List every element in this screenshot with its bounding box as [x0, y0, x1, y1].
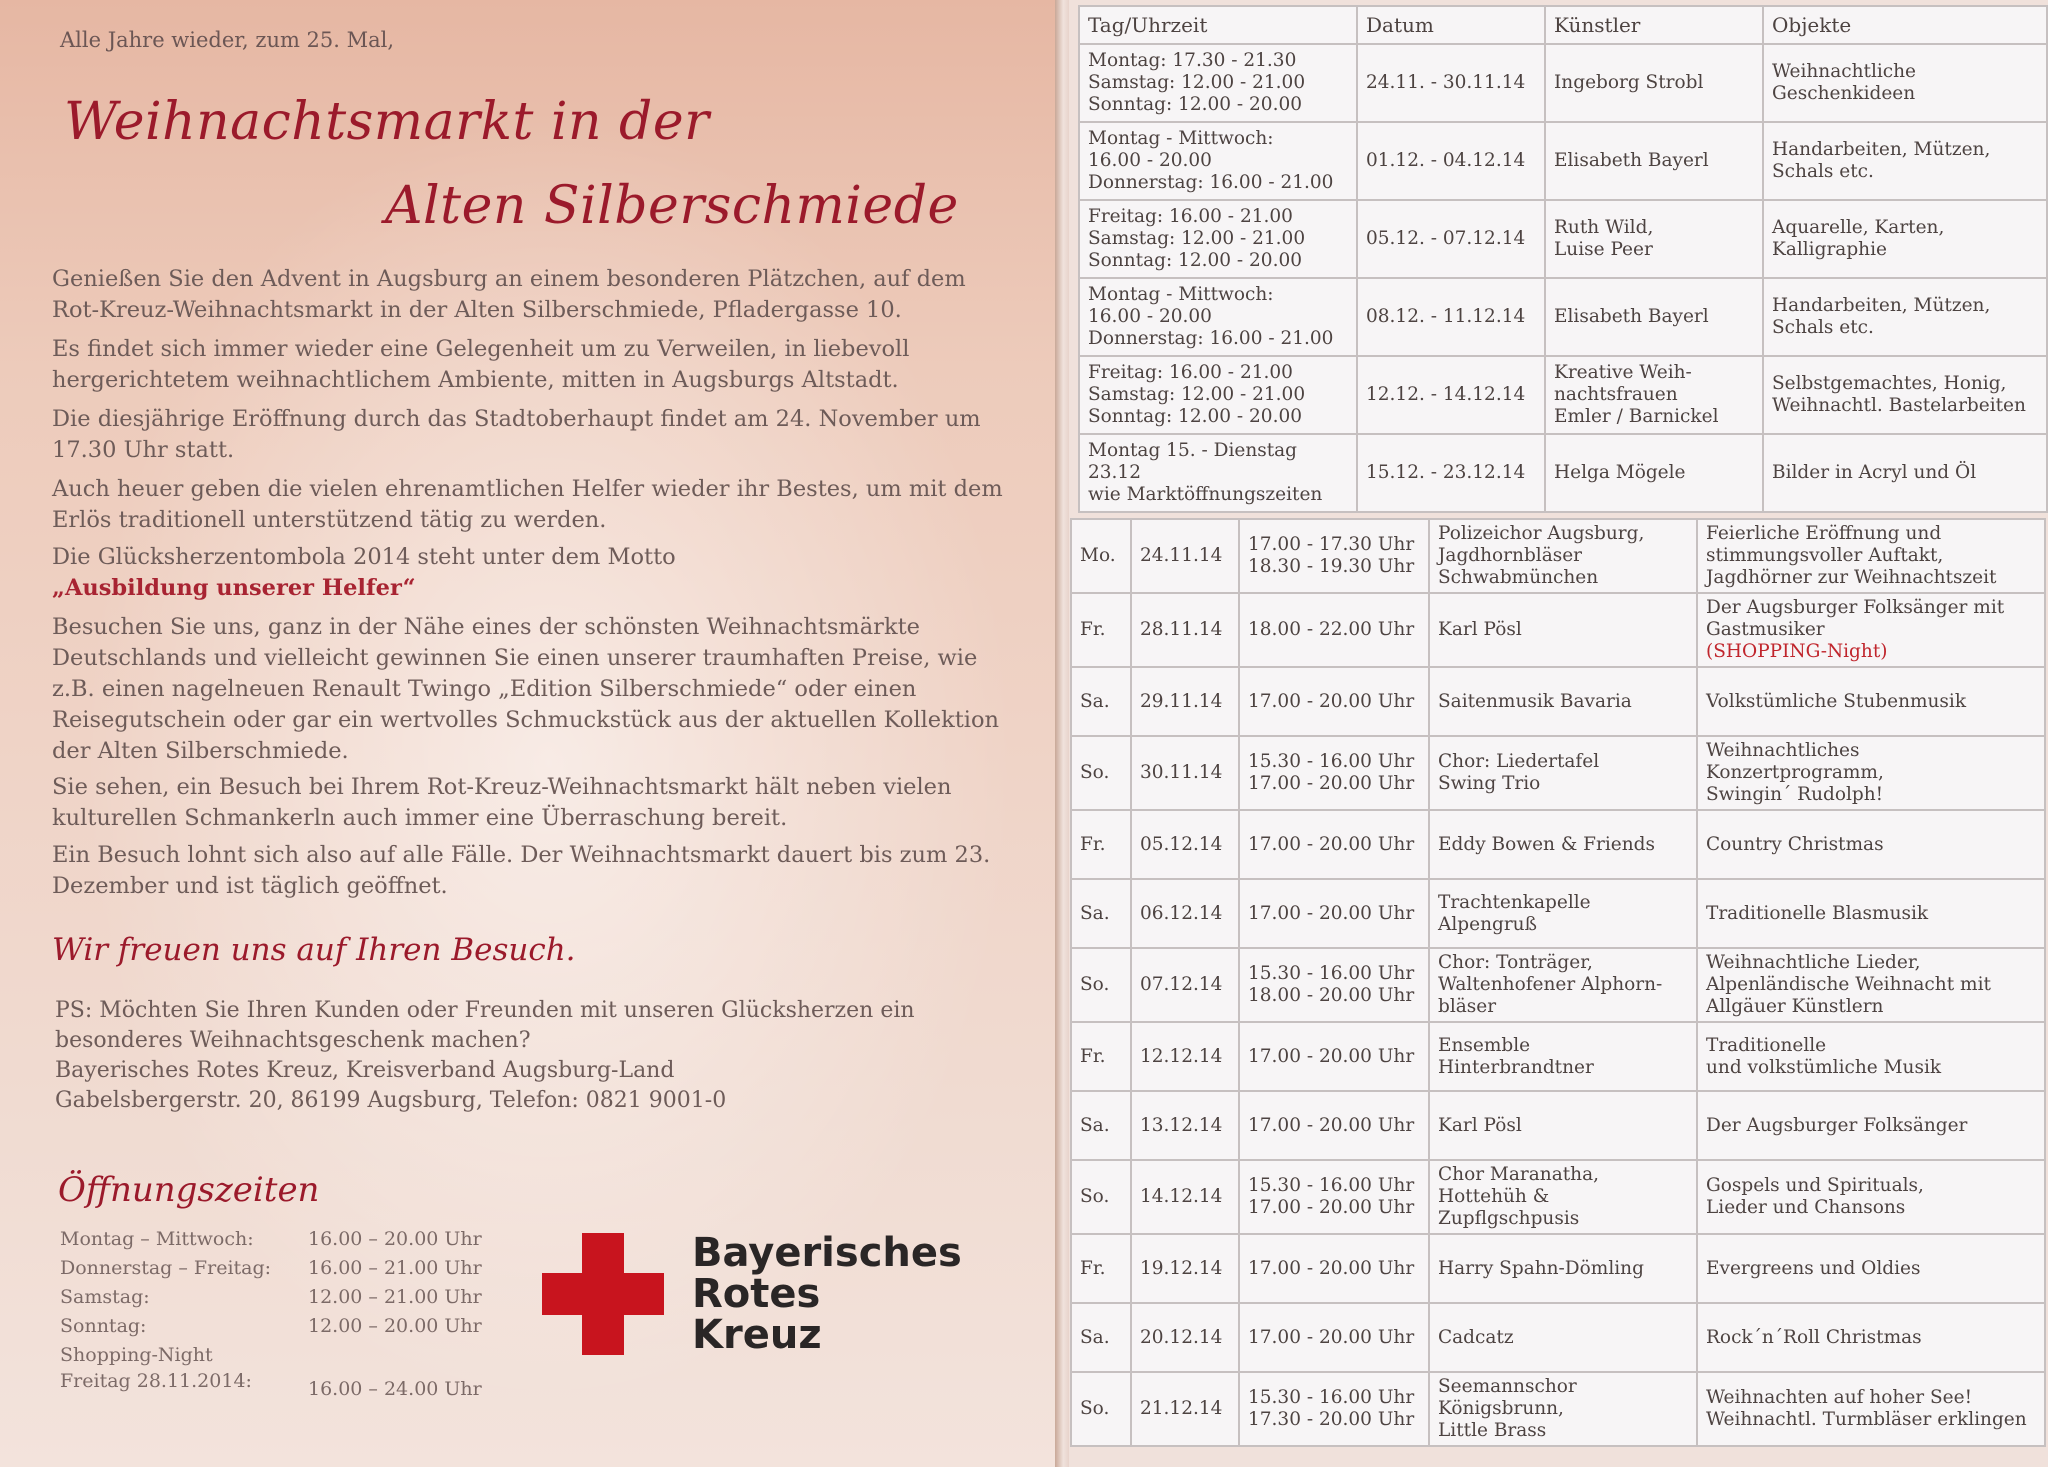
title-line-2: Alten Silberschmiede: [385, 176, 959, 236]
table-row: [1071, 736, 2045, 810]
cell-artist: Polizeichor Augsburg, Jagdhornbläser Schwabmünchen: [1429, 519, 1697, 593]
cell-date: 20.12.14: [1131, 1303, 1239, 1372]
hours-time: 16.00 – 20.00 Uhr: [308, 1228, 482, 1250]
cell-kuenstler: Ruth Wild, Luise Peer: [1545, 200, 1763, 278]
cell-time: 15.30 - 16.00 Uhr 17.00 - 20.00 Uhr: [1239, 1160, 1429, 1234]
cell-day: Sa.: [1071, 879, 1131, 948]
cell-datum: 01.12. - 04.12.14: [1357, 122, 1545, 200]
cell-time: 17.00 - 20.00 Uhr: [1239, 810, 1429, 879]
paragraph-helpers: Auch heuer geben die vielen ehrenamtlichen Helfer wieder ihr Bestes, um mit dem Erlös traditionell unterstützend tätig zu werden.: [52, 476, 1003, 533]
cell-day: Sa.: [1071, 667, 1131, 736]
logo-line-3: Kreuz: [692, 1312, 822, 1358]
hours-label: Shopping-Night: [60, 1344, 213, 1366]
cell-time: 17.00 - 20.00 Uhr: [1239, 1022, 1429, 1091]
cell-time: 17.00 - 20.00 Uhr: [1239, 879, 1429, 948]
table-row: [1079, 278, 2047, 356]
cell-program: Feierliche Eröffnung und stimmungsvoller Auftakt, Jagdhörner zur Weihnachtszeit: [1697, 519, 2045, 593]
contact-line-2: Gabelsbergerstr. 20, 86199 Augsburg, Telefon: 0821 9001-0: [55, 1088, 727, 1113]
cell-date: 12.12.14: [1131, 1022, 1239, 1091]
tombola-text: Die Glücksherzentombola 2014 steht unter dem Motto: [52, 544, 676, 570]
paragraph-duration: Ein Besuch lohnt sich also auf alle Fälle. Der Weihnachtsmarkt dauert bis zum 23. Dezember und ist täglich geöffnet.: [52, 842, 991, 899]
logo-line-1: Bayerisches: [692, 1230, 962, 1276]
cell-kuenstler: Elisabeth Bayerl: [1545, 278, 1763, 356]
cell-artist: Chor: Tonträger, Waltenhofener Alphorn- bläser: [1429, 948, 1697, 1022]
table-row: [1071, 1160, 2045, 1234]
logo-wordmark: [692, 1230, 962, 1358]
table-row: [1071, 1022, 2045, 1091]
cell-time: 15.30 - 16.00 Uhr 17.30 - 20.00 Uhr: [1239, 1372, 1429, 1446]
ps-block: [55, 996, 1015, 1116]
cell-kuenstler: Elisabeth Bayerl: [1545, 122, 1763, 200]
cell-program: Weihnachtliche Lieder, Alpenländische Weihnacht mit Allgäuer Künstlern: [1697, 948, 2045, 1022]
cell-day: Fr.: [1071, 1234, 1131, 1303]
col-datum: Datum: [1357, 6, 1545, 44]
cell-artist: Seemannschor Königsbrunn, Little Brass: [1429, 1372, 1697, 1446]
cell-day: Fr.: [1071, 593, 1131, 667]
cell-artist: Trachtenkapelle Alpengruß: [1429, 879, 1697, 948]
artists-header-row: [1079, 6, 2047, 44]
cell-day: Sa.: [1071, 1303, 1131, 1372]
cell-datum: 12.12. - 14.12.14: [1357, 356, 1545, 434]
artists-rows: [1079, 44, 2047, 512]
intro-line: Alle Jahre wieder, zum 25. Mal,: [60, 28, 395, 52]
cell-artist: Chor Maranatha, Hottehüh & Zupflgschpusis: [1429, 1160, 1697, 1234]
table-row: [1071, 1372, 2045, 1446]
cell-date: 30.11.14: [1131, 736, 1239, 810]
cell-time: 15.30 - 16.00 Uhr 17.00 - 20.00 Uhr: [1239, 736, 1429, 810]
cell-date: 21.12.14: [1131, 1372, 1239, 1446]
hours-label: Freitag 28.11.2014:: [60, 1370, 252, 1392]
table-row: [1079, 356, 2047, 434]
table-row: [1071, 667, 2045, 736]
table-row: [1071, 1091, 2045, 1160]
table-row: [1079, 122, 2047, 200]
cell-time: 17.00 - 20.00 Uhr: [1239, 1091, 1429, 1160]
ps-text: PS: Möchten Sie Ihren Kunden oder Freunden mit unseren Glücksherzen ein besonderes Weihnachtsgeschenk machen?: [55, 998, 915, 1053]
cell-program: Weihnachtliches Konzertprogramm, Swingin´ Rudolph!: [1697, 736, 2045, 810]
shopping-night-label: (SHOPPING-Night): [1706, 641, 1888, 662]
cell-date: 06.12.14: [1131, 879, 1239, 948]
cell-objekte: Weihnachtliche Geschenkideen: [1763, 44, 2047, 122]
cell-day: So.: [1071, 948, 1131, 1022]
cell-time: 17.00 - 20.00 Uhr: [1239, 1303, 1429, 1372]
cell-tag-uhrzeit: Montag - Mittwoch: 16.00 - 20.00 Donnerstag: 16.00 - 21.00: [1079, 122, 1357, 200]
cell-objekte: Handarbeiten, Mützen, Schals etc.: [1763, 278, 2047, 356]
hours-time: 16.00 – 21.00 Uhr: [308, 1257, 482, 1279]
col-objekte: Objekte: [1763, 6, 2047, 44]
cell-artist: Cadcatz: [1429, 1303, 1697, 1372]
cell-day: So.: [1071, 1160, 1131, 1234]
table-row: [1071, 1303, 2045, 1372]
cell-program: Traditionelle und volkstümliche Musik: [1697, 1022, 2045, 1091]
cell-program: Volkstümliche Stubenmusik: [1697, 667, 2045, 736]
cell-program: Gospels und Spirituals, Lieder und Chansons: [1697, 1160, 2045, 1234]
cell-date: 19.12.14: [1131, 1234, 1239, 1303]
cell-date: 05.12.14: [1131, 810, 1239, 879]
red-cross-icon-bar: [542, 1273, 664, 1315]
cell-date: 14.12.14: [1131, 1160, 1239, 1234]
cell-day: So.: [1071, 736, 1131, 810]
contact-line-1: Bayerisches Rotes Kreuz, Kreisverband Augsburg-Land: [55, 1058, 675, 1083]
table-row: [1079, 44, 2047, 122]
cell-tag-uhrzeit: Montag: 17.30 - 21.30 Samstag: 12.00 - 21.00 Sonntag: 12.00 - 20.00: [1079, 44, 1357, 122]
cell-kuenstler: Helga Mögele: [1545, 434, 1763, 512]
cell-objekte: Aquarelle, Karten, Kalligraphie: [1763, 200, 2047, 278]
cell-program: Der Augsburger Folksänger mit Gastmusiker (SHOPPING-Night): [1697, 593, 2045, 667]
events-table: [1070, 518, 2046, 1447]
cell-kuenstler: Kreative Weih- nachtsfrauen Emler / Barnickel: [1545, 356, 1763, 434]
cell-artist: Chor: Liedertafel Swing Trio: [1429, 736, 1697, 810]
table-row: [1071, 879, 2045, 948]
paragraph-opening: Die diesjährige Eröffnung durch das Stadtoberhaupt findet am 24. November um 17.30 Uhr statt.: [52, 406, 981, 463]
red-cross-logo: [542, 1230, 992, 1363]
cell-time: 17.00 - 17.30 Uhr 18.30 - 19.30 Uhr: [1239, 519, 1429, 593]
cell-datum: 24.11. - 30.11.14: [1357, 44, 1545, 122]
cell-day: Fr.: [1071, 1022, 1131, 1091]
cell-day: So.: [1071, 1372, 1131, 1446]
table-row: [1079, 200, 2047, 278]
cell-date: 29.11.14: [1131, 667, 1239, 736]
paragraph-advent: Genießen Sie den Advent in Augsburg an einem besonderen Plätzchen, auf dem Rot-Kreuz-Weihnachtsmarkt in der Alten Silberschmiede, Pfladergasse 10.: [52, 266, 966, 323]
events-rows: [1071, 519, 2045, 1446]
paragraph-tombola: [52, 542, 1012, 604]
cell-tag-uhrzeit: Montag - Mittwoch: 16.00 - 20.00 Donnerstag: 16.00 - 21.00: [1079, 278, 1357, 356]
cell-time: 18.00 - 22.00 Uhr: [1239, 593, 1429, 667]
cell-datum: 08.12. - 11.12.14: [1357, 278, 1545, 356]
hours-label: Montag – Mittwoch:: [60, 1228, 254, 1250]
paragraph-ambiente: Es findet sich immer wieder eine Gelegenheit um zu Verweilen, in liebevoll hergerichtetem weihnachtlichem Ambiente, mitten in Augsburgs Altstadt.: [52, 336, 910, 393]
cell-date: 07.12.14: [1131, 948, 1239, 1022]
tombola-motto: „Ausbildung unserer Helfer“: [52, 575, 416, 601]
opening-hours-title: Öffnungszeiten: [58, 1170, 320, 1210]
cell-objekte: Selbstgemachtes, Honig, Weihnachtl. Bastelarbeiten: [1763, 356, 2047, 434]
cell-time: 15.30 - 16.00 Uhr 18.00 - 20.00 Uhr: [1239, 948, 1429, 1022]
hours-time: 12.00 – 21.00 Uhr: [308, 1286, 482, 1308]
table-row: [1071, 519, 2045, 593]
cell-time: 17.00 - 20.00 Uhr: [1239, 667, 1429, 736]
cell-program: Der Augsburger Folksänger: [1697, 1091, 2045, 1160]
cell-artist: Karl Pösl: [1429, 1091, 1697, 1160]
thanks-line: Wir freuen uns auf Ihren Besuch.: [52, 932, 576, 968]
cell-time: 17.00 - 20.00 Uhr: [1239, 1234, 1429, 1303]
artists-table: [1078, 5, 2048, 513]
hours-label: Samstag:: [60, 1286, 150, 1308]
cell-artist: Ensemble Hinterbrandtner: [1429, 1022, 1697, 1091]
paragraph-surprise: Sie sehen, ein Besuch bei Ihrem Rot-Kreuz-Weihnachtsmarkt hält neben vielen kulturellen Schmankerln auch immer eine Überraschung bereit.: [52, 774, 952, 831]
cell-date: 13.12.14: [1131, 1091, 1239, 1160]
table-row: [1079, 434, 2047, 512]
cell-datum: 05.12. - 07.12.14: [1357, 200, 1545, 278]
cell-day: Mo.: [1071, 519, 1131, 593]
cell-day: Sa.: [1071, 1091, 1131, 1160]
cell-program: Weihnachten auf hoher See! Weihnachtl. Turmbläser erklingen: [1697, 1372, 2045, 1446]
col-kuenstler: Künstler: [1545, 6, 1763, 44]
page-fold: [1055, 0, 1069, 1467]
logo-line-2: Rotes: [692, 1271, 821, 1317]
table-row: [1071, 948, 2045, 1022]
cell-date: 28.11.14: [1131, 593, 1239, 667]
hours-time: 12.00 – 20.00 Uhr: [308, 1315, 482, 1337]
cell-program: Rock´n´Roll Christmas: [1697, 1303, 2045, 1372]
cell-objekte: Bilder in Acryl und Öl: [1763, 434, 2047, 512]
cell-program: Evergreens und Oldies: [1697, 1234, 2045, 1303]
cell-program: Country Christmas: [1697, 810, 2045, 879]
cell-date: 24.11.14: [1131, 519, 1239, 593]
table-row: [1071, 1234, 2045, 1303]
cell-day: Fr.: [1071, 810, 1131, 879]
title-line-1: Weihnachtsmarkt in der: [64, 92, 710, 152]
cell-artist: Saitenmusik Bavaria: [1429, 667, 1697, 736]
cell-tag-uhrzeit: Freitag: 16.00 - 21.00 Samstag: 12.00 - 21.00 Sonntag: 12.00 - 20.00: [1079, 356, 1357, 434]
cell-artist: Karl Pösl: [1429, 593, 1697, 667]
cell-tag-uhrzeit: Montag 15. - Dienstag 23.12 wie Marktöffnungszeiten: [1079, 434, 1357, 512]
hours-time: 16.00 – 24.00 Uhr: [308, 1378, 482, 1400]
table-row: [1071, 593, 2045, 667]
cell-tag-uhrzeit: Freitag: 16.00 - 21.00 Samstag: 12.00 - 21.00 Sonntag: 12.00 - 20.00: [1079, 200, 1357, 278]
hours-label: Donnerstag – Freitag:: [60, 1257, 272, 1279]
cell-program: Traditionelle Blasmusik: [1697, 879, 2045, 948]
paragraph-prizes: Besuchen Sie uns, ganz in der Nähe eines der schönsten Weihnachtsmärkte Deutschlands und vielleicht gewinnen Sie einen unserer traumhaften Preise, wie z.B. einen nagelneuen Renault Twingo „Edition Silberschmiede“ oder einen Reisegutschein oder gar ein wertvolles Schmuckstück aus der aktuellen Kollektion der Alten Silberschmiede.: [52, 614, 1000, 764]
cell-datum: 15.12. - 23.12.14: [1357, 434, 1545, 512]
table-row: [1071, 810, 2045, 879]
hours-label: Sonntag:: [60, 1315, 147, 1337]
col-tag-uhrzeit: Tag/Uhrzeit: [1079, 6, 1357, 44]
cell-objekte: Handarbeiten, Mützen, Schals etc.: [1763, 122, 2047, 200]
cell-kuenstler: Ingeborg Strobl: [1545, 44, 1763, 122]
cell-artist: Harry Spahn-Dömling: [1429, 1234, 1697, 1303]
cell-artist: Eddy Bowen & Friends: [1429, 810, 1697, 879]
